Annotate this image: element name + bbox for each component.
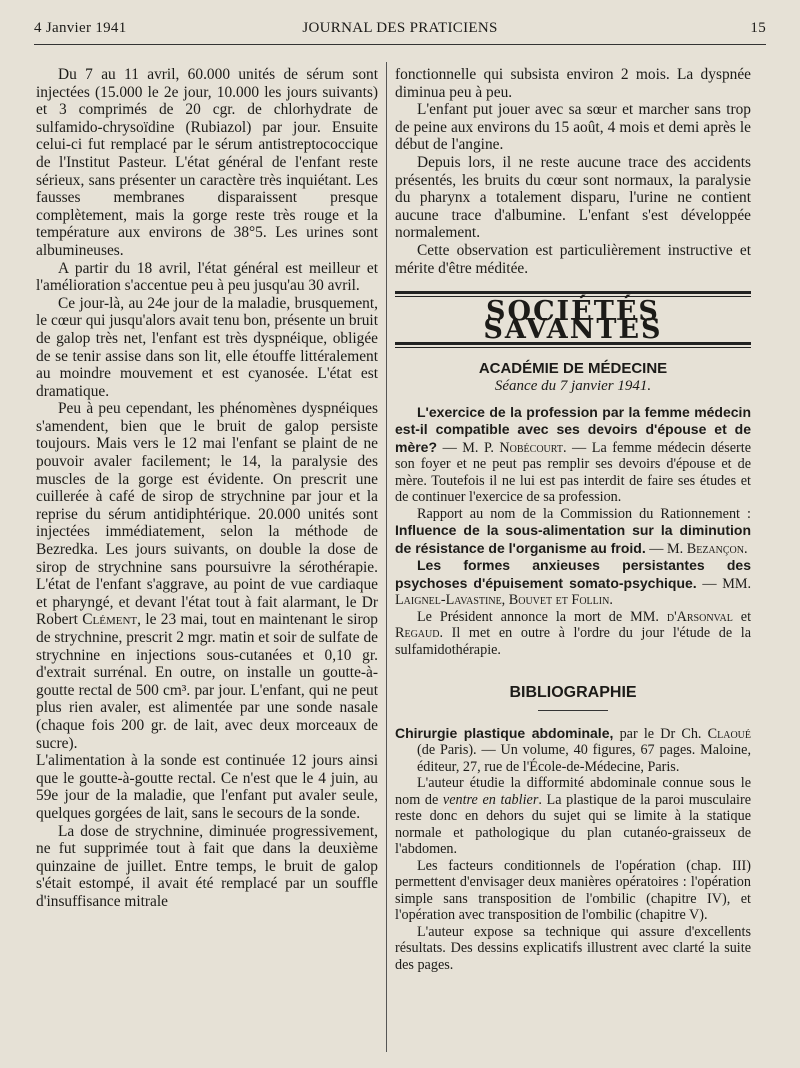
academie-item-3 bbox=[395, 557, 751, 609]
left-paragraph-5: L'alimentation à la sonde est continuée 12 jours ainsi que le goutte-à-goutte rectal. Ce n'est que le 4 juin, au 59e jour de la maladie, que l'enfant put avaler seule, quelques gorgées de lait, sans le secours de la sonde. bbox=[36, 752, 378, 822]
item-4-text-2: et bbox=[740, 608, 752, 625]
item-4-text-3: . Il met en outre à l'ordre du jour l'étude de la sulfamidothérapie. bbox=[395, 625, 751, 658]
left-paragraph-1: Du 7 au 11 avril, 60.000 unités de sérum sont injectées (15.000 le 2e jour, 10.000 les jours suivants) et 3 comprimés de 20 cgr. de chlorhydrate de sulfamido-chrysoïdine (Rubiazol) par jour. Ensuite celui-ci fut remplacé par le sérum antistreptococcique de l'Institut Pasteur. L'état général de l'enfant reste sérieux, sans présenter un caractère très inquiétant. Les fausses membranes disparaissent presque complètement, mais la gorge reste très rouge et la température aux environs de 38°5. Les urines sont albumineuses. bbox=[36, 66, 378, 259]
item-2-end: . bbox=[744, 540, 748, 557]
right-paragraph-3: Depuis lors, il ne reste aucune trace des accidents présentés, les bruits du cœur sont normaux, la paralysie du pharynx a totalement disparu, l'urine ne contient aucune trace d'albumine. L'enfant s'est développée normalement. bbox=[395, 153, 751, 242]
book-author: Claoué bbox=[707, 725, 752, 742]
right-paragraph-1: fonctionnelle qui subsista environ 2 mois. La dyspnée diminua peu à peu. bbox=[395, 66, 751, 101]
review-paragraph-3: L'auteur expose sa technique qui assure d'excellents résultats. Des dessins explicatifs illustrent avec clarté la suite des pages. bbox=[395, 923, 751, 973]
review-1-text-2: . La plastique de la paroi musculaire reste donc en dehors du sujet qui se limite à la statique normale et pathologique du plan cutanéo-graisseux de l'abdomen. bbox=[395, 791, 751, 858]
item-4-name-2: Regaud bbox=[395, 625, 440, 641]
book-title: Chirurgie plastique abdominale, bbox=[395, 724, 614, 741]
item-2-author-prefix: — M. bbox=[649, 540, 684, 557]
academie-item-2 bbox=[395, 506, 751, 558]
left-paragraph-6: La dose de strychnine, diminuée progressivement, ne fut supprimée tout à fait que dans la deuxième quinzaine de juillet. Entre temps, le bruit de galop s'était estompé, il avait été remplacé par un souffle d'insuffisance mitrale bbox=[36, 822, 378, 910]
item-2-author: Bezançon bbox=[686, 540, 744, 557]
item-2-title: Influence de la sous-alimentation sur la diminution de résistance de l'organisme au froid. bbox=[395, 522, 751, 556]
bibliographie-rule bbox=[538, 710, 608, 711]
item-3-title: Les formes anxieuses persistantes des psychoses d'épuisement somato-psychique. bbox=[395, 557, 751, 591]
book-by: par le Dr Ch. bbox=[619, 725, 702, 742]
academie-item-4 bbox=[395, 609, 751, 659]
item-4-text-1: Le Président annonce la mort de MM. bbox=[417, 608, 659, 625]
right-column bbox=[395, 66, 751, 973]
item-2-intro: Rapport au nom de la Commission du Rationnement : bbox=[417, 505, 751, 522]
review-1-text-1: L'auteur étudie la difformité abdominale connue sous le nom de bbox=[395, 775, 751, 808]
societes-savantes-title: SOCIÉTÉS SAVANTES bbox=[483, 296, 663, 345]
bibliography-reference bbox=[395, 725, 751, 776]
header-journal-title: JOURNAL DES PRATICIENS bbox=[302, 20, 498, 36]
header-page-number: 15 bbox=[750, 20, 766, 36]
academie-item-1 bbox=[395, 404, 751, 506]
column-divider bbox=[386, 62, 387, 1052]
left-paragraph-2: A partir du 18 avril, l'état général est meilleur et l'amélioration s'accentue peu à peu jusqu'au 30 avril. bbox=[36, 259, 378, 295]
review-paragraph-2: Les facteurs conditionnels de l'opération (chap. III) permettent d'envisager deux manières opératoires : l'opération simple sans transposition de l'ombilic (chapitre IV), et l'opération avec transposition de l'ombilic (chapitre V). bbox=[395, 857, 751, 924]
header-date: 4 Janvier 1941 bbox=[34, 20, 127, 36]
left-paragraph-4-text: Peu à peu cependant, les phénomènes dyspnéiques s'amendent, bien que le bruit de galop persiste toujours. Mais vers le 12 mai l'enfant se plaint de ne pouvoir avaler facilement; le 14, la paralysie des muscles de la gorge est évidente. On prescrit une cuillerée à café de sirop de strychnine par jour et la reprise du sérum antidiphtérique. 20.000 unités sont injectées immédiatement, selon la méthode de Bezredka. Les jours suivants, on double la dose de sirop de strychnine sans poursuivre la sérothérapie. L'état de l'enfant s'aggrave, au point de vue cardiaque et pharyngé, et devant l'état tout à fait alarmant, le Dr Robert bbox=[36, 400, 378, 629]
author-name-clement: Clément bbox=[82, 611, 138, 629]
book-details: (de Paris). — Un volume, 40 figures, 67 pages. Maloine, éditeur, 27, rue de l'École-de-Médecine, Paris. bbox=[417, 742, 751, 775]
left-paragraph-3: Ce jour-là, au 24e jour de la maladie, brusquement, le cœur qui jusqu'alors avait tenu bon, présente un bruit de galop très net, l'enfant est très dyspnéique, obligée de se tenir assise dans son lit, elle étouffe littéralement au moindre mouvement et est cyanosée. L'état est dramatique. bbox=[36, 294, 378, 400]
item-1-title: L'exercice de la profession par la femme médecin est-il compatible avec ses devoirs d'épouse et de mère? bbox=[395, 403, 751, 455]
item-1-author-prefix: — M. P. bbox=[442, 439, 494, 456]
academie-heading: ACADÉMIE DE MÉDECINE bbox=[478, 360, 668, 378]
item-1-author: Nobécourt bbox=[499, 439, 563, 456]
item-3-authors: Laignel-Lavastine, Bouvet et Follin bbox=[395, 592, 610, 608]
left-paragraph-4 bbox=[36, 400, 378, 752]
left-column bbox=[36, 66, 378, 911]
seance-date: Séance du 7 janvier 1941. bbox=[494, 377, 652, 394]
left-paragraph-4-continued: , le 23 mai, tout en maintenant le sirop de strychnine, prescrit 2 mgr. matin et soir de sulfate de strychnine en injections sous-cutanées et 0,10 gr. d'extrait surrénal. En outre, on installe un goutte-à-goutte rectal de 500 cm³. par jour. L'enfant, qui ne peut plus rien avaler, est alimentée par une sonde nasale (chaque fois 200 gr. de lait, avec deux morceaux de sucre). bbox=[36, 611, 378, 752]
bibliographie-heading: BIBLIOGRAPHIE bbox=[509, 684, 637, 701]
item-1-text: . — La femme médecin déserte son foyer et ne peut pas remplir ses devoirs d'épouse et de mère. Toutefois il ne lui est pas interdit de faire ses études et de continuer l'exercice de sa profession. bbox=[395, 439, 751, 505]
page-header bbox=[34, 18, 766, 45]
item-3-end: . bbox=[609, 592, 613, 608]
review-1-emphasis: ventre en tablier bbox=[442, 791, 539, 808]
right-paragraph-2: L'enfant put jouer avec sa sœur et marcher sans trop de peine aux environs du 15 août, 4 mois et demi après le début de l'angine. bbox=[395, 101, 751, 154]
item-4-name-1: d'Arsonval bbox=[666, 608, 733, 625]
review-paragraph-1 bbox=[395, 775, 751, 858]
right-paragraph-4: Cette observation est particulièrement instructive et mérite d'être méditée. bbox=[395, 241, 751, 277]
item-3-author-prefix: — MM. bbox=[702, 575, 751, 592]
